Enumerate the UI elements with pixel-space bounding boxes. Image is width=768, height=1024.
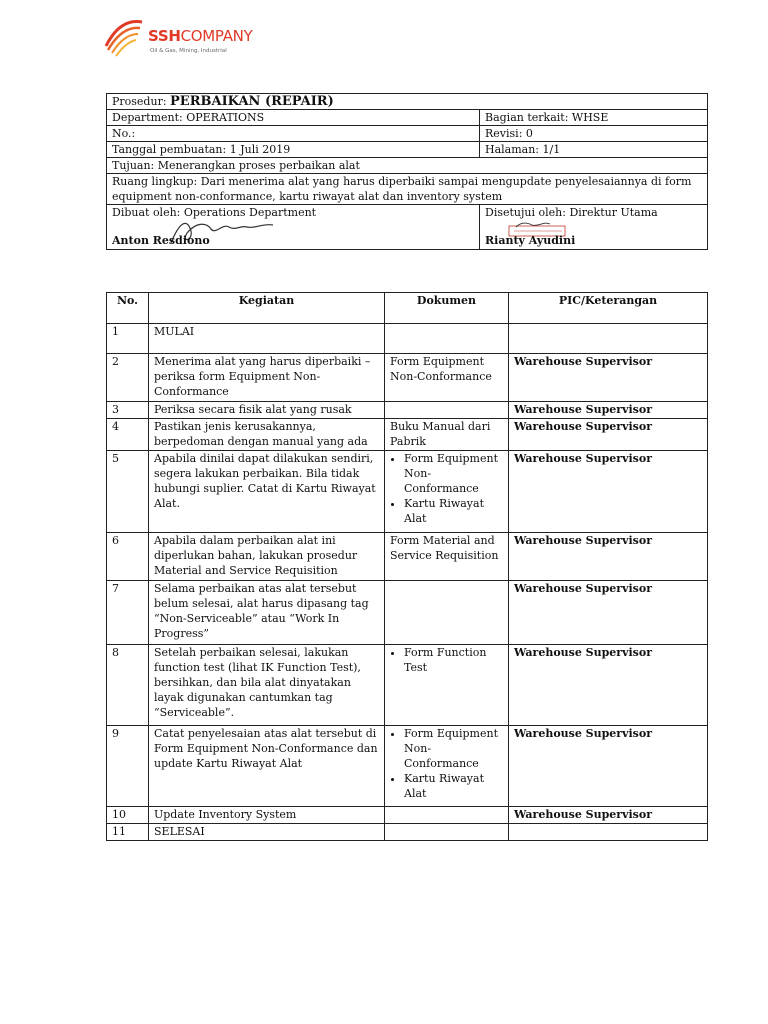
step-document: [385, 645, 509, 726]
step-number: 10: [107, 807, 149, 824]
table-row: [107, 726, 708, 807]
step-document: Buku Manual dari Pabrik: [385, 419, 509, 451]
swirl-logo-icon: [100, 16, 146, 58]
step-activity: Catat penyelesaian atas alat tersebut di Form Equipment Non-Conformance dan update Kartu Riwayat Alat: [149, 726, 385, 807]
procedure-title: PERBAIKAN (REPAIR): [170, 94, 334, 109]
step-document: [385, 451, 509, 533]
table-row: [107, 324, 708, 354]
page-cell: Halaman: 1/1: [480, 142, 708, 158]
company-tagline: Oil & Gas, Mining, Industrial: [150, 48, 227, 54]
step-number: 6: [107, 533, 149, 581]
step-pic: Warehouse Supervisor: [509, 354, 708, 402]
approved-by-label: Disetujui oleh: Direktur Utama: [485, 206, 658, 219]
step-pic: Warehouse Supervisor: [509, 726, 708, 807]
step-pic: Warehouse Supervisor: [509, 419, 708, 451]
step-activity: Setelah perbaikan selesai, lakukan function test (lihat IK Function Test), bersihkan, dan bila alat dinyatakan layak digunakan cantumkan tag “Serviceable”.: [149, 645, 385, 726]
procedure-steps-table: [106, 292, 708, 841]
table-row: [107, 645, 708, 726]
step-document: [385, 726, 509, 807]
step-activity: Periksa secara fisik alat yang rusak: [149, 402, 385, 419]
step-number: 8: [107, 645, 149, 726]
document-list-item: • Form Equipment Non-Conformance: [404, 451, 503, 496]
step-pic: Warehouse Supervisor: [509, 581, 708, 645]
step-number: 2: [107, 354, 149, 402]
step-number: 5: [107, 451, 149, 533]
step-document: Form Equipment Non-Conformance: [385, 354, 509, 402]
scope-cell: Ruang lingkup: Dari menerima alat yang harus diperbaiki sampai mengupdate penyelesaiannya di form equipment non-conformance, kartu riwayat alat dan inventory system: [107, 174, 708, 205]
document-list: [390, 645, 503, 675]
purpose-cell: Tujuan: Menerangkan proses perbaikan alat: [107, 158, 708, 174]
column-header-pic: PIC/Keterangan: [509, 293, 708, 324]
step-number: 7: [107, 581, 149, 645]
step-activity: MULAI: [149, 324, 385, 354]
step-activity: Selama perbaikan atas alat tersebut belum selesai, alat harus dipasang tag “Non-Serviceable” atau “Work In Progress”: [149, 581, 385, 645]
table-row: [107, 533, 708, 581]
column-header-activity: Kegiatan: [149, 293, 385, 324]
table-row: [107, 824, 708, 841]
step-activity: Pastikan jenis kerusakannya, berpedoman dengan manual yang ada: [149, 419, 385, 451]
step-activity: Menerima alat yang harus diperbaiki – periksa form Equipment Non-Conformance: [149, 354, 385, 402]
procedure-header-table: [106, 93, 708, 250]
step-activity: Apabila dalam perbaikan alat ini diperlukan bahan, lakukan prosedur Material and Service Requisition: [149, 533, 385, 581]
company-logo: [100, 16, 253, 62]
step-activity: Apabila dinilai dapat dilakukan sendiri, segera lakukan perbaikan. Bila tidak hubungi suplier. Catat di Kartu Riwayat Alat.: [149, 451, 385, 533]
column-header-no: No.: [107, 293, 149, 324]
made-by-name: Anton Resdiono: [112, 234, 210, 247]
related-section-cell: Bagian terkait: WHSE: [480, 110, 708, 126]
made-by-label: Dibuat oleh: Operations Department: [112, 206, 317, 219]
step-number: 4: [107, 419, 149, 451]
step-pic: [509, 824, 708, 841]
step-document: [385, 824, 509, 841]
column-header-document: Dokumen: [385, 293, 509, 324]
step-document: [385, 324, 509, 354]
step-pic: Warehouse Supervisor: [509, 645, 708, 726]
table-row: [107, 807, 708, 824]
step-number: 11: [107, 824, 149, 841]
step-number: 9: [107, 726, 149, 807]
step-pic: Warehouse Supervisor: [509, 533, 708, 581]
step-activity: Update Inventory System: [149, 807, 385, 824]
step-pic: Warehouse Supervisor: [509, 807, 708, 824]
step-document: [385, 402, 509, 419]
made-by-cell: [107, 205, 480, 250]
step-number: 1: [107, 324, 149, 354]
approved-by-name: Rianty Ayudini: [485, 234, 576, 247]
step-document: Form Material and Service Requisition: [385, 533, 509, 581]
created-date-cell: Tanggal pembuatan: 1 Juli 2019: [107, 142, 480, 158]
table-row: [107, 419, 708, 451]
number-cell: No.:: [107, 126, 480, 142]
procedure-label: Prosedur:: [112, 95, 171, 108]
document-list-item: • Kartu Riwayat Alat: [404, 771, 503, 801]
step-pic: [509, 324, 708, 354]
table-row: [107, 402, 708, 419]
company-name: SSHCOMPANY: [148, 27, 253, 45]
step-pic: Warehouse Supervisor: [509, 402, 708, 419]
step-document: [385, 807, 509, 824]
step-document: [385, 581, 509, 645]
step-pic: Warehouse Supervisor: [509, 451, 708, 533]
step-number: 3: [107, 402, 149, 419]
document-list: [390, 451, 503, 526]
table-row: [107, 354, 708, 402]
revision-cell: Revisi: 0: [480, 126, 708, 142]
document-list-item: • Form Function Test: [404, 645, 503, 675]
approved-by-cell: [480, 205, 708, 250]
steps-body: [107, 324, 708, 841]
table-row: [107, 451, 708, 533]
table-row: [107, 581, 708, 645]
document-list-item: • Kartu Riwayat Alat: [404, 496, 503, 526]
step-activity: SELESAI: [149, 824, 385, 841]
department-cell: Department: OPERATIONS: [107, 110, 480, 126]
document-list: [390, 726, 503, 801]
procedure-title-cell: [107, 94, 708, 110]
document-list-item: • Form Equipment Non-Conformance: [404, 726, 503, 771]
